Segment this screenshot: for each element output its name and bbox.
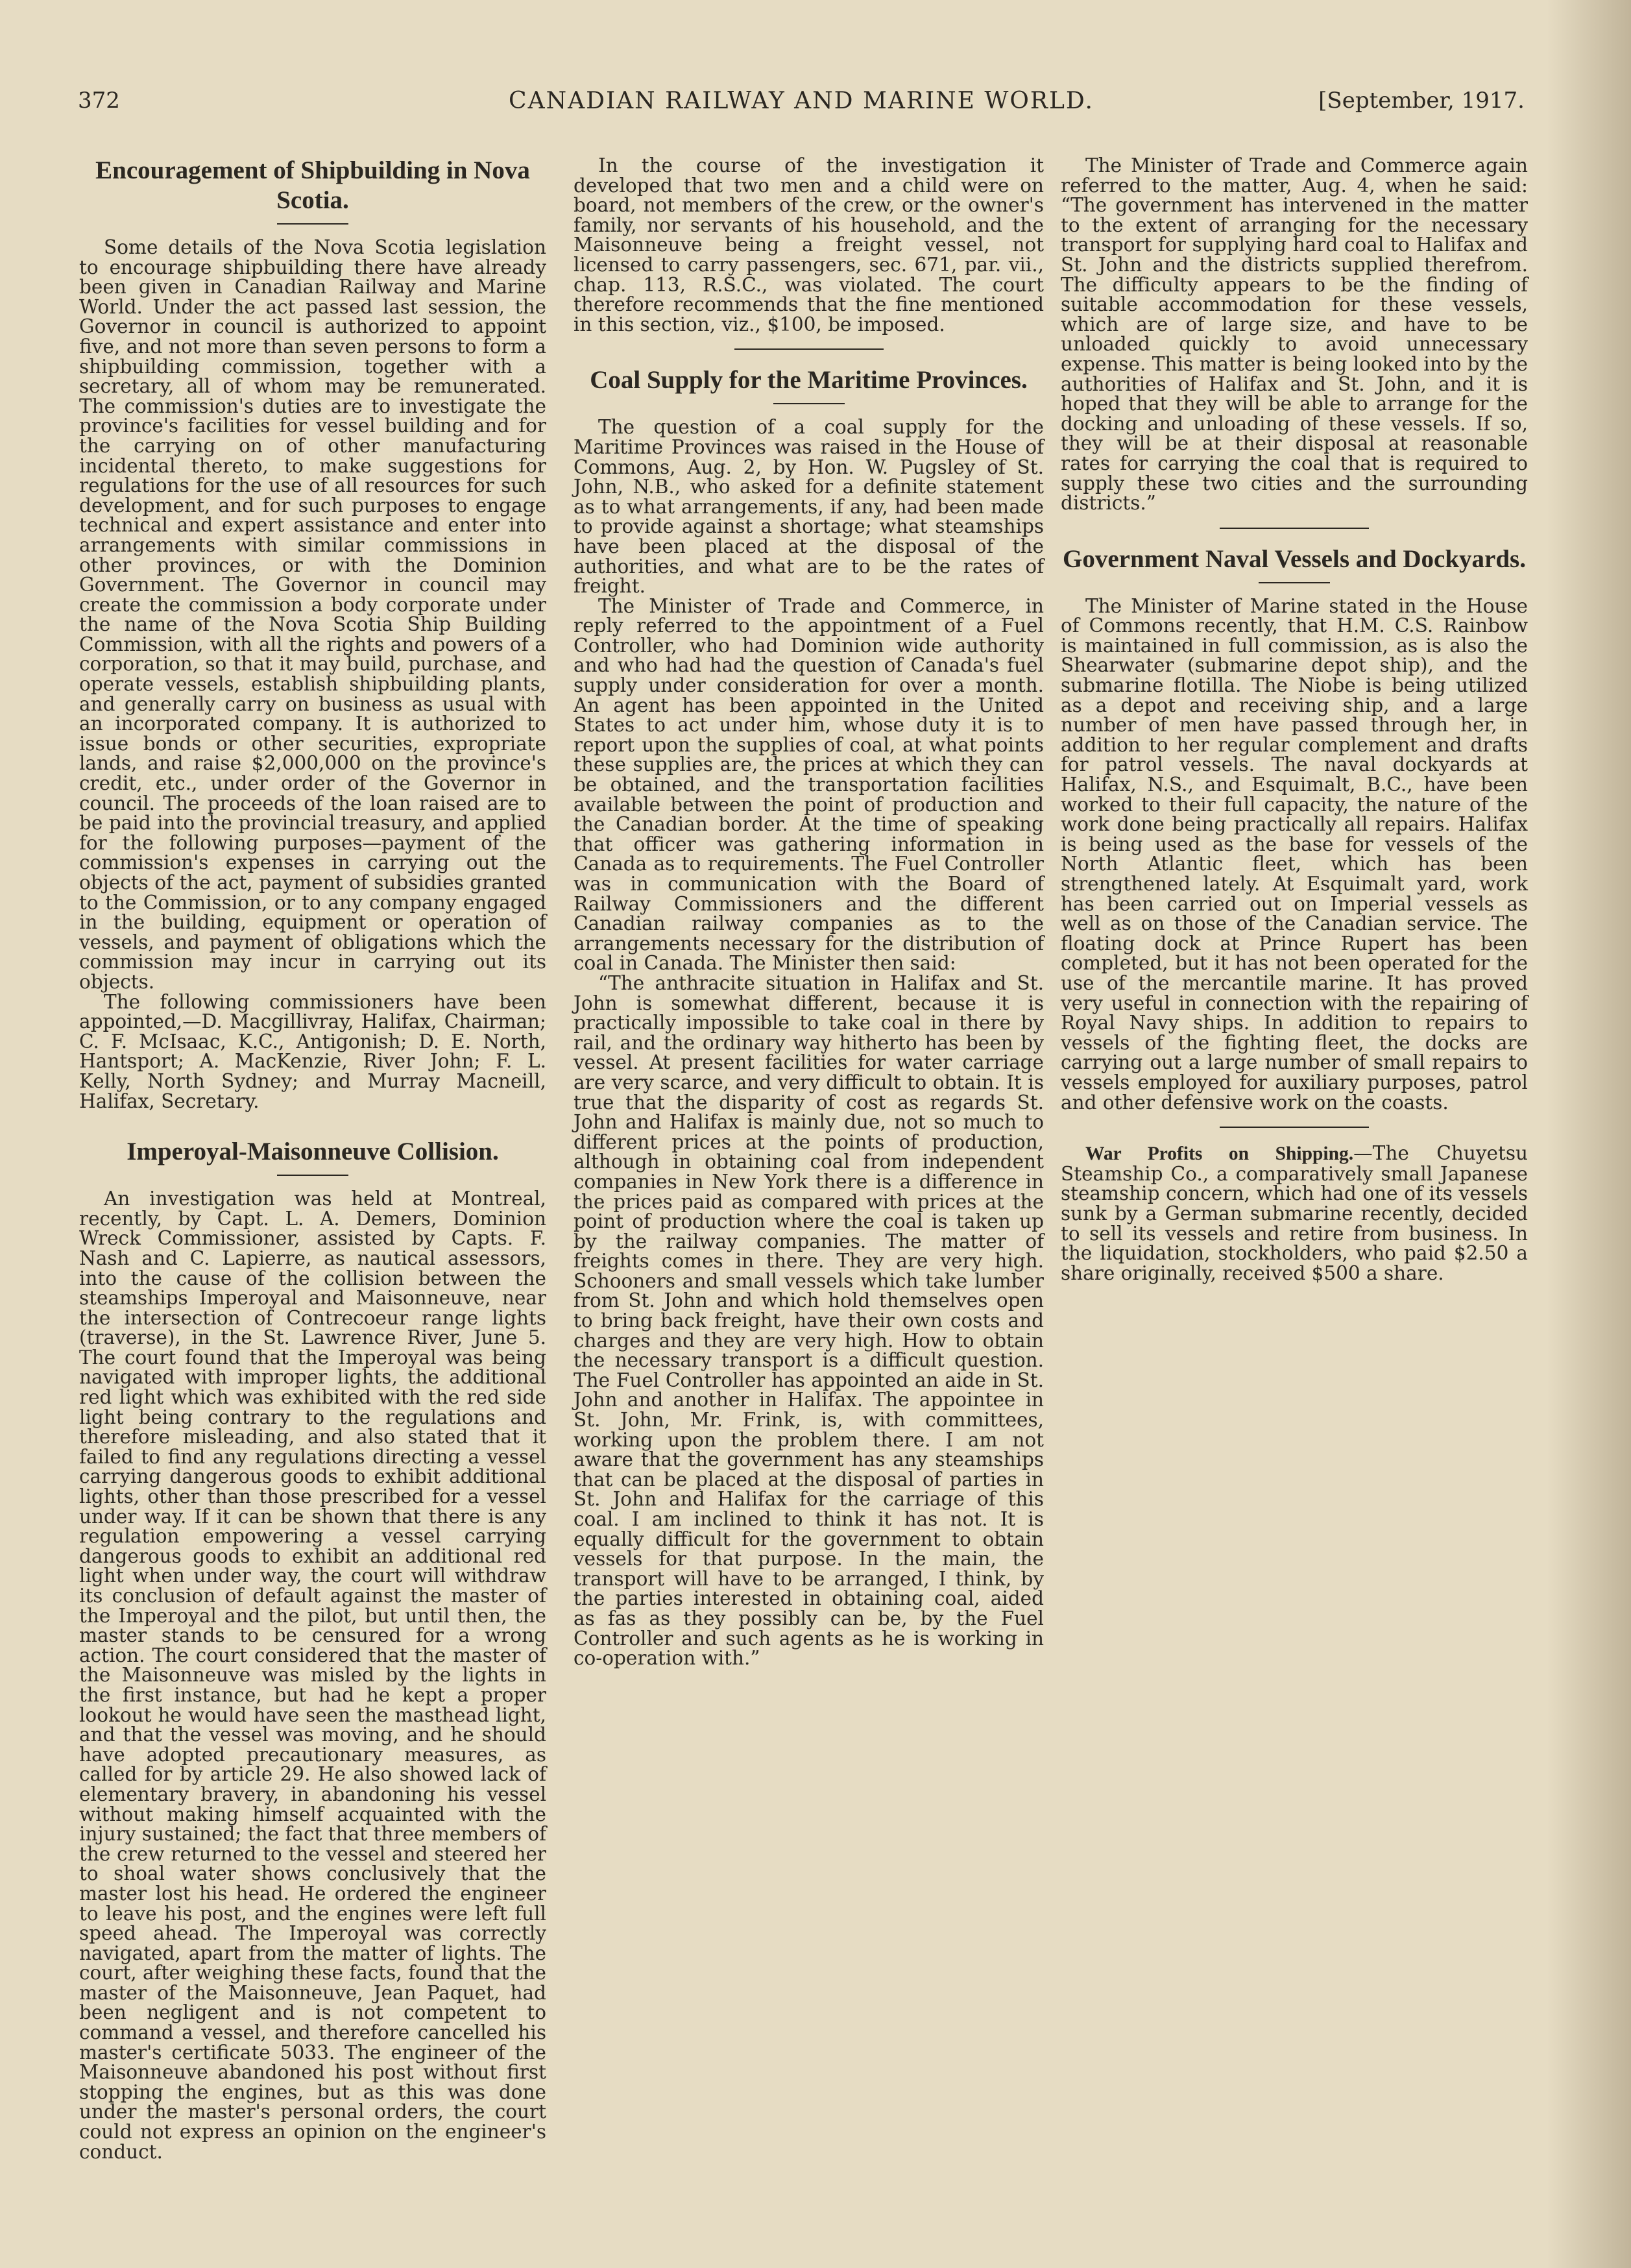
column-1 (79, 156, 546, 2162)
article-paragraph: The Minister of Marine stated in the House of Commons recently, that H.M. C.S. Rainbow is maintained in full commission, as is also the Shearwater (submarine depot ship), and the submarine flotilla. The Niobe is being utilized as a depot and receiving ship, and a large number of men have passed through her, in addition to her regular complement and drafts for patrol vessels. The naval dockyards at Halifax, N.S., and Esquimalt, B.C., have been worked to their full capacity, the nature of the work done being practically all repairs. Halifax is being used as the base for vessels of the North Atlantic fleet, which has been strengthened lately. At Esquimalt yard, work has been carried out on Imperial vessels as well as on those of the Canadian service. The floating dock at Prince Rupert has been completed, but it has not been operated for the use of the mercantile marine. It has proved very useful in connection with the repairing of Royal Navy ships. In addition to repairs to vessels of the fighting fleet, the docks are carrying out a large number of small repairs to vessels employed for auxiliary purposes, patrol and other defensive work on the coasts. (1061, 594, 1528, 1114)
issue-date: [September, 1917. (1318, 88, 1525, 114)
title-rule (277, 223, 348, 225)
page-gutter-shadow (1547, 0, 1631, 2268)
journal-title: CANADIAN RAILWAY AND MARINE WORLD. (509, 88, 1094, 114)
article-paragraph: “The anthracite situation in Halifax and St. John is somewhat different, because it is practically impossible to take coal in there by rail, and the ordinary way hitherto has been by vessel. At present facilities for water carriage are very scarce, and very difficult to obtain. It is true that the disparity of cost as regards St. John and Halifax is mainly due, not so much to different prices at the points of production, although in obtaining coal from independent companies in New York there is a difference in the prices paid as compared with prices at the point of production where the coal is taken up by the railway companies. The matter of freights comes in there. They are very high. Schooners and small vessels which take lumber from St. John and which hold themselves open to bring back freight, have their own costs and charges and they are very high. How to obtain the necessary transport is a difficult question. The Fuel Controller has appointed an aide in St. John and another in Halifax. The appointee in St. John, Mr. Frink, is, with committees, working upon the problem there. I am not aware that the government has any steamships that can be placed at the disposal of parties in St. John and Halifax for the carriage of this coal. I am inclined to think it has not. It is equally difficult for the government to obtain vessels for that purpose. In the main, the transport will have to be arranged, I think, by the parties interested in obtaining coal, aided as fas as they possibly can be, by the Fuel Controller and such agents as he is working in co-operation with.” (574, 971, 1044, 1670)
title-rule (1259, 582, 1330, 583)
article-title-naval: Government Naval Vessels and Dockyards. (1063, 544, 1526, 573)
news-item-war-profits (1061, 1143, 1528, 1283)
article-title-coal-supply: Coal Supply for the Maritime Provinces. (590, 366, 1028, 395)
running-header (78, 88, 1525, 127)
article-paragraph: The Minister of Trade and Commerce again referred to the matter, Aug. 4, when he said: “The government has intervened in the matter to the extent of arranging for the necessary transport for supplying hard coal to Halifax and St. John and the districts supplied therefrom. The difficulty appears to be the finding of suitable accommodation for these vessels, which are of large size, and have to be unloaded quickly to avoid unnecessary expense. This matter is being looked into by the authorities of Halifax and St. John, and it is hoped that they will be able to arrange for the docking and unloading of these vessels. If so, they will be at their disposal at reasonable rates for carrying the coal that is required to supply these two cities and the surrounding districts.” (1061, 154, 1528, 515)
section-separator (1220, 1127, 1369, 1128)
article-paragraph: Some details of the Nova Scotia legislation to encourage shipbuilding there have already been given in Canadian Railway and Marine World. Under the act passed last session, the Governor in council is authorized to appoint five, and not more than seven persons to form a shipbuilding commission, together with a secretary, all of whom may be remunerated. The commission's duties are to investigate the province's facilities for vessel building and for the carrying on of other manufacturing incidental thereto, to make suggestions for regulations for the use of all resources for such development, and for such purposes to engage technical and expert assistance and enter into arrangements with similar commissions in other provinces, or with the Dominion Government. The Governor in council may create the commission a body corporate under the name of the Nova Scotia Ship Building Commission, with all the rights and powers of a corporation, so that it may build, purchase, and operate vessels, establish shipbuilding plants, and generally carry on business as usual with an incorporated company. It is authorized to issue bonds or other securities, expropriate lands, and raise $2,000,000 on the province's credit, etc., under order of the Governor in council. The proceeds of the loan raised are to be paid into the provincial treasury, and applied for the following purposes—payment of the commission's expenses in carrying out the objects of the act, payment of subsidies granted to the Commission, or to any company engaged in the building, equipment or operation of vessels, and payment of obligations which the commission may incur in carrying out its objects. (79, 236, 546, 993)
page-number: 372 (78, 88, 120, 114)
runin-title: War Profits on Shipping. (1085, 1143, 1354, 1165)
title-rule (773, 403, 845, 404)
section-separator (1220, 528, 1369, 529)
column-2 (574, 156, 1044, 1668)
article-paragraph: An investigation was held at Montreal, recently, by Capt. L. A. Demers, Dominion Wreck Commissioner, assisted by Capts. F. Nash and C. Lapierre, as nautical assessors, into the cause of the collision between the steamships Imperoyal and Maisonneuve, near the intersection of Contrecoeur range lights (traverse), in the St. Lawrence River, June 5. The court found that the Imperoyal was being navigated with improper lights, the additional red light which was exhibited with the red side light being contrary to the regulations and therefore misleading, and also stated that it failed to find any regulations directing a vessel carrying dangerous goods to exhibit additional lights, other than those prescribed for a vessel under way. If it can be shown that there is any regulation empowering a vessel carrying dangerous goods to exhibit an additional red light when under way, the court will withdraw its conclusion of default against the master of the Imperoyal and the pilot, but until then, the master stands to be censured for a wrong action. The court considered that the master of the Maisonneuve was misled by the lights in the first instance, but had he kept a proper lookout he would have seen the masthead light, and that the vessel was moving, and he should have adopted precautionary measures, as called for by article 29. He also showed lack of elementary bravery, in abandoning his vessel without making himself acquainted with the injury sustained; the fact that three members of the crew returned to the vessel and steered her to shoal water shows conclusively that the master lost his head. He ordered the engineer to leave his post, and the engines were left full speed ahead. The Imperoyal was correctly navigated, apart from the matter of lights. The court, after weighing these facts, found that the master of the Maisonneuve, Jean Paquet, had been negligent and is not competent to command a vessel, and therefore cancelled his master's certificate 5033. The engineer of the Maisonneuve abandoned his post without first stopping the engines, but as this was done under the master's personal orders, the court could not express an opinion on the engineer's conduct. (79, 1188, 546, 2163)
article-title-shipbuilding: Encouragement of Shipbuilding in Nova Scotia. (95, 156, 530, 214)
article-paragraph: The question of a coal supply for the Maritime Provinces was raised in the House of Commons, Aug. 2, by Hon. W. Pugsley of St. John, N.B., who asked for a definite statement as to what arrangements, if any, had been made to provide against a shortage; what steamships have been placed at the disposal of the authorities, and what are to be the rates of freight. (574, 416, 1044, 598)
news-item-text: —The Chuyetsu Steamship Co., a comparatively small Japanese steamship concern, which had one of its vessels sunk by a German submarine recently, decided to sell its vessels and retire from business. In the liquidation, stockholders, who paid $2.50 a share originally, received $500 a share. (1061, 1142, 1528, 1284)
section-separator (734, 348, 884, 350)
article-paragraph: The following commissioners have been appointed,—D. Macgillivray, Halifax, Chairman; C. F. McIsaac, K.C., Antigonish; D. E. North, Hantsport; A. MacKenzie, River John; F. L. Kelly, North Sydney; and Murray Macneill, Halifax, Secretary. (79, 990, 546, 1112)
title-rule (277, 1175, 348, 1176)
column-3 (1061, 156, 1528, 1283)
article-title-collision: Imperoyal-Maisonneuve Collision. (127, 1138, 499, 1166)
article-paragraph: In the course of the investigation it developed that two men and a child were on board, not members of the crew, or the owner's family, nor servants of his household, and the Maisonneuve being a freight vessel, not licensed to carry passengers, sec. 671, par. vii., chap. 113, R.S.C., was violated. The court therefore recommends that the fine mentioned in this section, viz., $100, be imposed. (574, 154, 1044, 335)
article-paragraph: The Minister of Trade and Commerce, in reply referred to the appointment of a Fuel Controller, who had Dominion wide authority and who had had the question of Canada's fuel supply under consideration for over a month. An agent has been appointed in the United States to act under him, whose duty it is to report upon the supplies of coal, at what points these supplies are, the prices at which they can be obtained, and the transportation facilities available between the point of production and the Canadian border. At the time of speaking that officer was gathering information in Canada as to requirements. The Fuel Controller was in communication with the Board of Railway Commissioners and the different Canadian railway companies as to the arrangements necessary for the distribution of coal in Canada. The Minister then said: (574, 594, 1044, 975)
